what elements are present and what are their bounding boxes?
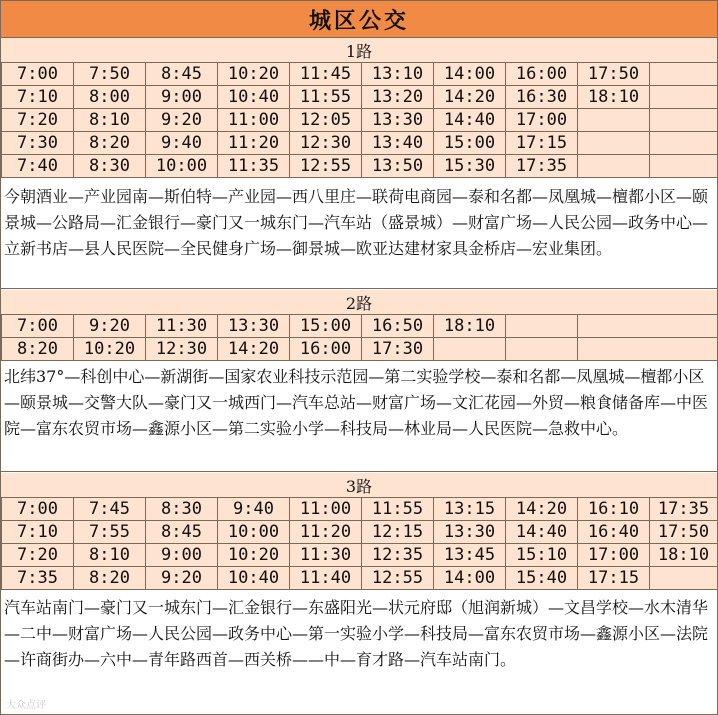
departure-time-cell: 11:35 bbox=[218, 155, 290, 178]
departure-time-cell: 12:05 bbox=[290, 109, 362, 132]
departure-time-cell: 17:00 bbox=[578, 544, 650, 567]
route-2-stops: 北纬37°—科创中心—新湖街—国家农业科技示范园—第二实验学校—泰和名都—凤凰城—檀都小区—颐景城—交警大队—豪门又一城西门—汽车总站—财富广场—文汇花园—外贸—粮食储备库—中医院—富东农贸市场—鑫源小区—第二实验小学—科技局—林业局—人民医院—急救中心。 bbox=[1, 362, 717, 472]
departure-time-cell: 17:15 bbox=[506, 132, 578, 155]
timetable-row bbox=[2, 63, 718, 86]
departure-time-cell: 11:20 bbox=[218, 132, 290, 155]
departure-time-cell: 13:50 bbox=[362, 155, 434, 178]
departure-time-cell: 11:00 bbox=[290, 498, 362, 521]
timetable-row bbox=[2, 109, 718, 132]
departure-time-cell: 8:20 bbox=[2, 338, 74, 361]
departure-time-cell: 17:50 bbox=[650, 521, 718, 544]
departure-time-cell bbox=[650, 63, 718, 86]
route-1-timetable bbox=[1, 62, 718, 178]
departure-time-cell bbox=[650, 155, 718, 178]
departure-time-cell: 11:30 bbox=[146, 315, 218, 338]
departure-time-cell bbox=[650, 109, 718, 132]
departure-time-cell bbox=[650, 86, 718, 109]
departure-time-cell: 8:45 bbox=[146, 63, 218, 86]
departure-time-cell bbox=[578, 338, 718, 361]
departure-time-cell: 11:00 bbox=[218, 109, 290, 132]
departure-time-cell: 14:20 bbox=[218, 338, 290, 361]
departure-time-cell: 12:15 bbox=[362, 521, 434, 544]
departure-time-cell: 13:45 bbox=[434, 544, 506, 567]
departure-time-cell: 18:10 bbox=[650, 544, 718, 567]
departure-time-cell: 12:55 bbox=[362, 567, 434, 590]
departure-time-cell bbox=[650, 132, 718, 155]
timetable-row bbox=[2, 567, 718, 590]
departure-time-cell: 17:35 bbox=[506, 155, 578, 178]
departure-time-cell: 14:40 bbox=[506, 521, 578, 544]
timetable-row bbox=[2, 132, 718, 155]
departure-time-cell: 7:20 bbox=[2, 109, 74, 132]
departure-time-cell: 13:10 bbox=[362, 63, 434, 86]
departure-time-cell bbox=[434, 338, 506, 361]
departure-time-cell: 17:00 bbox=[506, 109, 578, 132]
departure-time-cell: 12:30 bbox=[146, 338, 218, 361]
departure-time-cell: 8:20 bbox=[74, 567, 146, 590]
departure-time-cell: 13:15 bbox=[434, 498, 506, 521]
departure-time-cell: 13:20 bbox=[362, 86, 434, 109]
departure-time-cell bbox=[506, 315, 578, 338]
departure-time-cell: 15:40 bbox=[506, 567, 578, 590]
departure-time-cell: 7:00 bbox=[2, 315, 74, 338]
departure-time-cell: 17:30 bbox=[362, 338, 434, 361]
departure-time-cell: 9:20 bbox=[146, 567, 218, 590]
departure-time-cell: 7:00 bbox=[2, 63, 74, 86]
departure-time-cell: 7:50 bbox=[74, 63, 146, 86]
departure-time-cell bbox=[650, 567, 718, 590]
departure-time-cell: 17:35 bbox=[650, 498, 718, 521]
departure-time-cell bbox=[578, 132, 650, 155]
departure-time-cell: 7:35 bbox=[2, 567, 74, 590]
departure-time-cell: 16:10 bbox=[578, 498, 650, 521]
departure-time-cell bbox=[506, 338, 578, 361]
route-2-timetable bbox=[1, 314, 718, 361]
departure-time-cell: 11:20 bbox=[290, 521, 362, 544]
departure-time-cell: 14:40 bbox=[434, 109, 506, 132]
departure-time-cell: 8:45 bbox=[146, 521, 218, 544]
departure-time-cell: 10:20 bbox=[218, 63, 290, 86]
departure-time-cell: 7:45 bbox=[74, 498, 146, 521]
departure-time-cell: 7:55 bbox=[74, 521, 146, 544]
timetable-row bbox=[2, 315, 718, 338]
page-title: 城区公交 bbox=[1, 1, 717, 38]
departure-time-cell: 11:45 bbox=[290, 63, 362, 86]
departure-time-cell: 8:30 bbox=[146, 498, 218, 521]
departure-time-cell: 10:00 bbox=[218, 521, 290, 544]
departure-time-cell: 9:00 bbox=[146, 544, 218, 567]
departure-time-cell: 10:00 bbox=[146, 155, 218, 178]
departure-time-cell: 11:55 bbox=[290, 86, 362, 109]
departure-time-cell: 12:35 bbox=[362, 544, 434, 567]
route-2-header: 2路 bbox=[1, 290, 717, 315]
route-1-header: 1路 bbox=[1, 38, 717, 63]
departure-time-cell: 10:40 bbox=[218, 86, 290, 109]
watermark-logo: 大众点评 bbox=[6, 700, 46, 711]
departure-time-cell: 8:10 bbox=[74, 109, 146, 132]
departure-time-cell: 9:20 bbox=[146, 109, 218, 132]
departure-time-cell: 7:40 bbox=[2, 155, 74, 178]
departure-time-cell: 13:40 bbox=[362, 132, 434, 155]
departure-time-cell: 10:20 bbox=[74, 338, 146, 361]
departure-time-cell: 15:10 bbox=[506, 544, 578, 567]
departure-time-cell: 11:40 bbox=[290, 567, 362, 590]
departure-time-cell: 9:40 bbox=[146, 132, 218, 155]
departure-time-cell: 11:30 bbox=[290, 544, 362, 567]
departure-time-cell: 15:00 bbox=[434, 132, 506, 155]
route-3-stops: 汽车站南门—豪门又一城东门—汇金银行—东盛阳光—状元府邸（旭润新城）—文昌学校—水木清华—二中—财富广场—人民公园—政务中心—第一实验小学—科技局—富东农贸市场—鑫源小区—法院—许商街办—六中—青年路西首—西关桥——中—育才路—汽车站南门。 bbox=[1, 593, 717, 714]
departure-time-cell: 17:50 bbox=[578, 63, 650, 86]
departure-time-cell: 10:20 bbox=[218, 544, 290, 567]
departure-time-cell: 8:30 bbox=[74, 155, 146, 178]
timetable-row bbox=[2, 338, 718, 361]
departure-time-cell: 16:50 bbox=[362, 315, 434, 338]
departure-time-cell: 11:55 bbox=[362, 498, 434, 521]
departure-time-cell: 14:00 bbox=[434, 63, 506, 86]
departure-time-cell: 16:00 bbox=[506, 63, 578, 86]
departure-time-cell: 8:00 bbox=[74, 86, 146, 109]
departure-time-cell: 9:00 bbox=[146, 86, 218, 109]
departure-time-cell: 7:30 bbox=[2, 132, 74, 155]
departure-time-cell: 15:00 bbox=[290, 315, 362, 338]
departure-time-cell: 16:40 bbox=[578, 521, 650, 544]
departure-time-cell: 10:40 bbox=[218, 567, 290, 590]
departure-time-cell: 9:40 bbox=[218, 498, 290, 521]
timetable-row bbox=[2, 86, 718, 109]
departure-time-cell: 12:30 bbox=[290, 132, 362, 155]
route-1-stops: 今朝酒业—产业园南—斯伯特—产业园—西八里庄—联荷电商园—泰和名都—凤凰城—檀都小区—颐景城—公路局—汇金银行—豪门又一城东门—汽车站（盛景城）—财富广场—人民公园—政务中心—立新书店—县人民医院—全民健身广场—御景城—欧亚达建材家具金桥店—宏业集团。 bbox=[1, 182, 717, 289]
departure-time-cell: 9:20 bbox=[74, 315, 146, 338]
departure-time-cell: 13:30 bbox=[218, 315, 290, 338]
departure-time-cell: 7:10 bbox=[2, 86, 74, 109]
departure-time-cell: 12:55 bbox=[290, 155, 362, 178]
departure-time-cell bbox=[578, 315, 718, 338]
departure-time-cell bbox=[578, 109, 650, 132]
departure-time-cell: 16:30 bbox=[506, 86, 578, 109]
departure-time-cell: 13:30 bbox=[362, 109, 434, 132]
departure-time-cell: 14:20 bbox=[506, 498, 578, 521]
timetable-row bbox=[2, 544, 718, 567]
departure-time-cell: 18:10 bbox=[434, 315, 506, 338]
departure-time-cell: 17:15 bbox=[578, 567, 650, 590]
route-3-timetable bbox=[1, 497, 718, 590]
departure-time-cell: 7:00 bbox=[2, 498, 74, 521]
departure-time-cell bbox=[578, 155, 650, 178]
departure-time-cell: 15:30 bbox=[434, 155, 506, 178]
timetable-row bbox=[2, 498, 718, 521]
timetable-row bbox=[2, 521, 718, 544]
timetable-row bbox=[2, 155, 718, 178]
departure-time-cell: 13:30 bbox=[434, 521, 506, 544]
departure-time-cell: 14:00 bbox=[434, 567, 506, 590]
departure-time-cell: 7:10 bbox=[2, 521, 74, 544]
departure-time-cell: 14:20 bbox=[434, 86, 506, 109]
route-3-header: 3路 bbox=[1, 473, 717, 498]
departure-time-cell: 8:10 bbox=[74, 544, 146, 567]
departure-time-cell: 7:20 bbox=[2, 544, 74, 567]
departure-time-cell: 16:00 bbox=[290, 338, 362, 361]
departure-time-cell: 18:10 bbox=[578, 86, 650, 109]
departure-time-cell: 8:20 bbox=[74, 132, 146, 155]
